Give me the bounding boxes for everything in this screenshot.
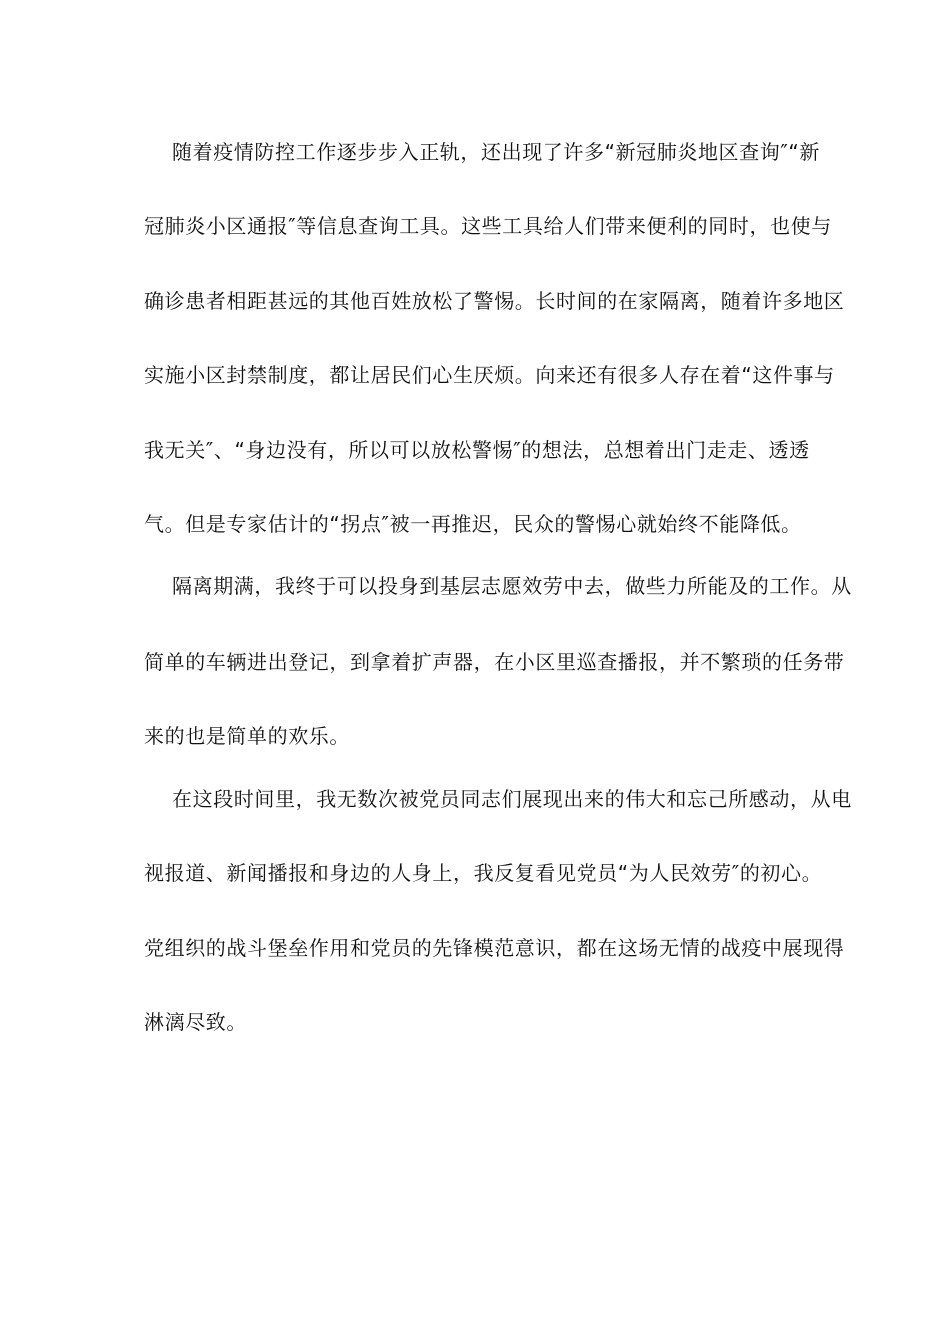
paragraph-3-line-2: 视报道、新闻播报和身边的人身上，我反复看见党员“为人民效劳″的初心。 — [144, 861, 823, 885]
paragraph-1-line-4: 实施小区封禁制度，都让居民们心生厌烦。向来还有很多人存在着“这件事与 — [144, 363, 835, 387]
paragraph-2-line-1: 隔离期满，我终于可以投身到基层志愿效劳中去，做些力所能及的工作。从 — [172, 574, 852, 598]
paragraph-1-line-6: 气。但是专家估计的“拐点″被一再推迟，民众的警惕心就始终不能降低。 — [144, 512, 802, 536]
paragraph-2-line-2: 简单的车辆进出登记，到拿着扩声器，在小区里巡查播报，并不繁琐的任务带 — [144, 650, 845, 674]
paragraph-3-line-3: 党组织的战斗堡垒作用和党员的先锋模范意识，都在这场无情的战疫中展现得 — [144, 936, 845, 960]
paragraph-1-line-5: 我无关″、“身边没有，所以可以放松警惕″的想法，总想着出门走走、透透 — [144, 438, 810, 462]
paragraph-1-line-2: 冠肺炎小区通报″等信息查询工具。这些工具给人们带来便利的同时，也使与 — [144, 214, 832, 238]
paragraph-1-line-3: 确诊患者相距甚远的其他百姓放松了警惕。长时间的在家隔离，随着许多地区 — [144, 289, 845, 313]
paragraph-3-line-1: 在这段时间里，我无数次被党员同志们展现出来的伟大和忘己所感动，从电 — [172, 787, 852, 811]
paragraph-3-line-4: 淋漓尽致。 — [144, 1010, 247, 1034]
paragraph-1-line-1: 随着疫情防控工作逐步步入正轨，还出现了许多“新冠肺炎地区查询″“新 — [172, 140, 820, 164]
paragraph-2-line-3: 来的也是简单的欢乐。 — [144, 724, 350, 748]
